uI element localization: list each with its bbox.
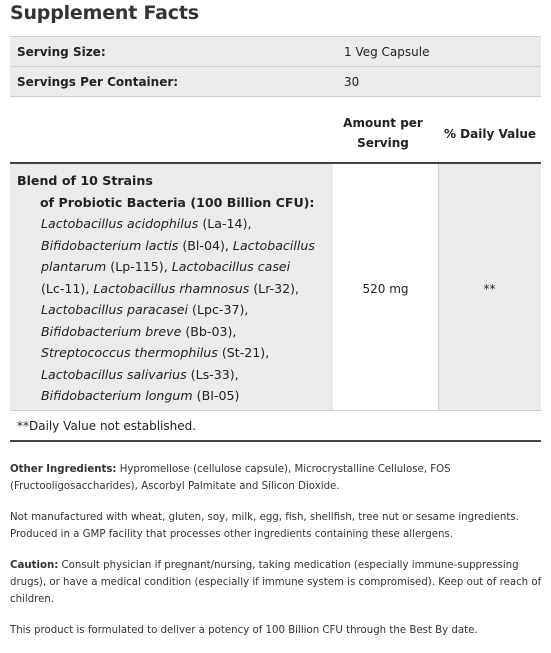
- strain-species-name: Lactobacillus casei: [171, 259, 291, 274]
- thick-divider: [10, 440, 541, 442]
- servings-per-container-value: 30: [344, 75, 360, 89]
- blend-row: [10, 164, 541, 410]
- serving-size-row: [10, 37, 541, 66]
- amount-per-serving-header: [333, 113, 433, 153]
- daily-value-header: % Daily Value: [443, 127, 536, 141]
- strain-code: (Lp-115),: [106, 259, 172, 274]
- blend-name-line2: of Probiotic Bacteria (100 Billion CFU):: [40, 194, 315, 210]
- blend-amount: 520 mg: [362, 282, 409, 296]
- strain-species-name: Lactobacillus acidophilus: [41, 216, 199, 231]
- other-ingredients: [10, 461, 545, 495]
- strain-species-name: Bifidobacterium lactis: [41, 237, 179, 253]
- strain-code: (St-21),: [217, 345, 270, 360]
- strain-code: (Bl-04),: [178, 237, 233, 253]
- strain-line: [17, 385, 329, 407]
- other-ingredients-text: Hypromellose (cellulose capsule), Microcrystalline Cellulose, FOS (Fructooligosaccharides), Ascorbyl Palmitate and Silicon Dioxide.: [10, 464, 451, 492]
- strain-line: [17, 256, 329, 278]
- serving-size-value: 1 Veg Capsule: [344, 45, 430, 59]
- strain-species-name: Lactobacillus salivarius: [41, 366, 187, 382]
- strain-line: [17, 342, 329, 364]
- servings-per-container-row: [10, 67, 541, 96]
- caution-label: Caution:: [10, 560, 59, 571]
- strain-line: [17, 278, 329, 300]
- caution-statement: [10, 557, 545, 608]
- strain-code: (BI-05): [192, 388, 240, 403]
- strain-line: [17, 235, 329, 257]
- footer-notes: [10, 461, 545, 653]
- strain-line: [17, 364, 329, 386]
- strain-line: [17, 213, 329, 235]
- strain-species-name: Lactobacillus paracasei: [41, 302, 189, 317]
- strain-code: (Ls-33),: [186, 366, 239, 382]
- strain-species-name: Lactobacillus: [232, 237, 315, 253]
- blend-description: [17, 170, 329, 407]
- caution-text: Consult physician if pregnant/nursing, taking medication (especially immune-suppressing drugs), or have a medical condition (especially if immune system is compromised). Keep out of reach of children.: [10, 560, 542, 605]
- strain-code: (Lc-11),: [41, 280, 94, 296]
- strain-species-name: Lactobacillus rhamnosus: [93, 280, 250, 296]
- column-header-row: [10, 113, 541, 162]
- other-ingredients-label: Other Ingredients:: [10, 464, 117, 475]
- strain-code: (Lr-32),: [249, 280, 300, 296]
- potency-statement: This product is formulated to deliver a potency of 100 Billion CFU through the Best By date.: [10, 625, 478, 636]
- daily-value-note: **Daily Value not established.: [17, 419, 197, 433]
- strain-species-name: plantarum: [41, 259, 107, 274]
- strain-code: (Bb-03),: [181, 323, 237, 339]
- supplement-facts-table: [10, 36, 541, 442]
- page-title: Supplement Facts: [10, 2, 199, 24]
- amount-header-line2: Serving: [357, 136, 409, 150]
- strain-line: [17, 299, 329, 321]
- amount-header-line1: Amount per: [343, 116, 423, 130]
- strain-code: (La-14),: [198, 216, 252, 231]
- strain-species-name: Bifidobacterium longum: [41, 388, 193, 403]
- allergen-statement: Not manufactured with wheat, gluten, soy, milk, egg, fish, shellfish, tree nut or sesame ingredients. Produced in a GMP facility that processes other ingredients containing these allergens.: [10, 512, 519, 540]
- servings-per-container-label: Servings Per Container:: [17, 75, 179, 89]
- daily-value-note-row: [10, 411, 541, 440]
- strain-code: (Lpc-37),: [188, 302, 249, 317]
- blend-name-line1: Blend of 10 Strains: [17, 173, 153, 188]
- strain-species-name: Streptococcus thermophilus: [41, 345, 218, 360]
- strain-species-name: Bifidobacterium breve: [41, 323, 182, 339]
- strain-line: [17, 321, 329, 343]
- strain-list: [17, 213, 329, 407]
- blend-daily-value: **: [483, 282, 496, 296]
- serving-size-label: Serving Size:: [17, 45, 106, 59]
